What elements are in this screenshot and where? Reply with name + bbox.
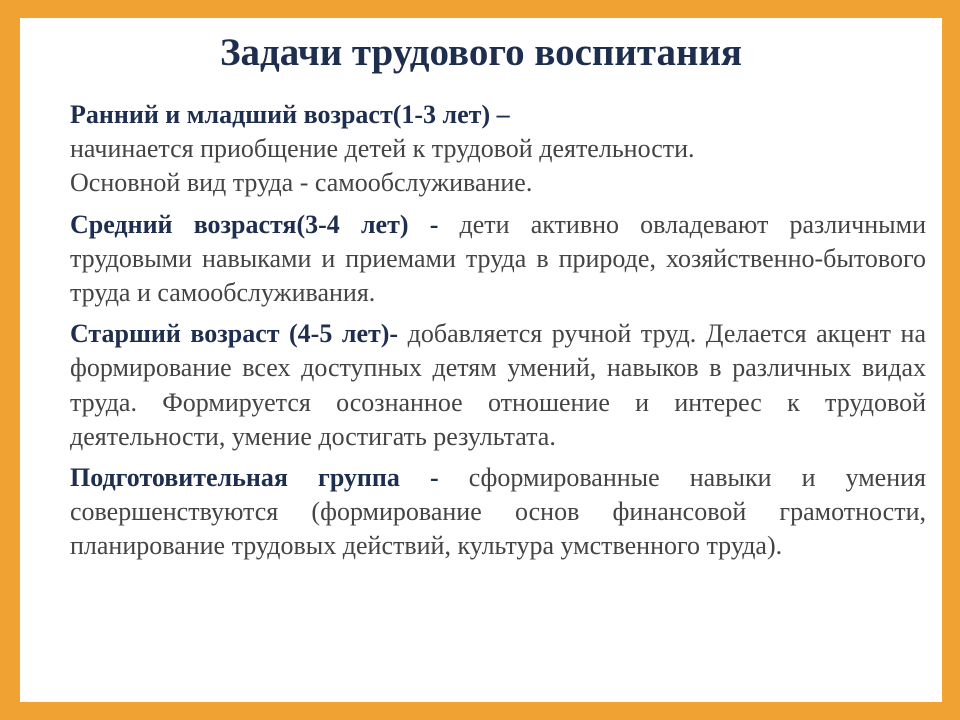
- section-middle-age-heading: Средний возрастя(3-4 лет) -: [70, 209, 439, 239]
- slide-body: [70, 98, 926, 571]
- section-early-age-line-2: Основной вид труда - самообслуживание.: [70, 168, 533, 198]
- section-middle-age: [70, 208, 926, 311]
- section-preparatory-group: [70, 461, 926, 564]
- section-preparatory-group-text: сформированные навыки и умения совершенствуются (формирование основ финансовой грамотности, планирование трудовых действий, культура умственного труда).: [70, 463, 926, 561]
- section-preparatory-group-heading: Подготовительная группа -: [70, 463, 439, 493]
- slide-content-area: [20, 18, 942, 702]
- section-early-age: [70, 98, 926, 201]
- section-early-age-heading: Ранний и младший возраст(1-3 лет) –: [70, 100, 510, 129]
- section-senior-age-text: добавляется ручной труд. Делается акцент на формирование всех доступных детям умений, навыков в различных видах труда. Формируется осознанное отношение и интерес к трудовой деятельности, умение достигать результата.: [70, 319, 926, 451]
- section-senior-age: [70, 317, 926, 454]
- section-middle-age-text: дети активно овладевают различными трудовыми навыками и приемами труда в природе, хозяйственно-бытового труда и самообслуживания.: [70, 209, 927, 308]
- section-early-age-line-1: начинается приобщение детей к трудовой деятельности.: [70, 134, 695, 164]
- slide-title: Задачи трудового воспитания: [219, 31, 743, 74]
- section-senior-age-heading: Старший возраст (4-5 лет)-: [70, 319, 399, 349]
